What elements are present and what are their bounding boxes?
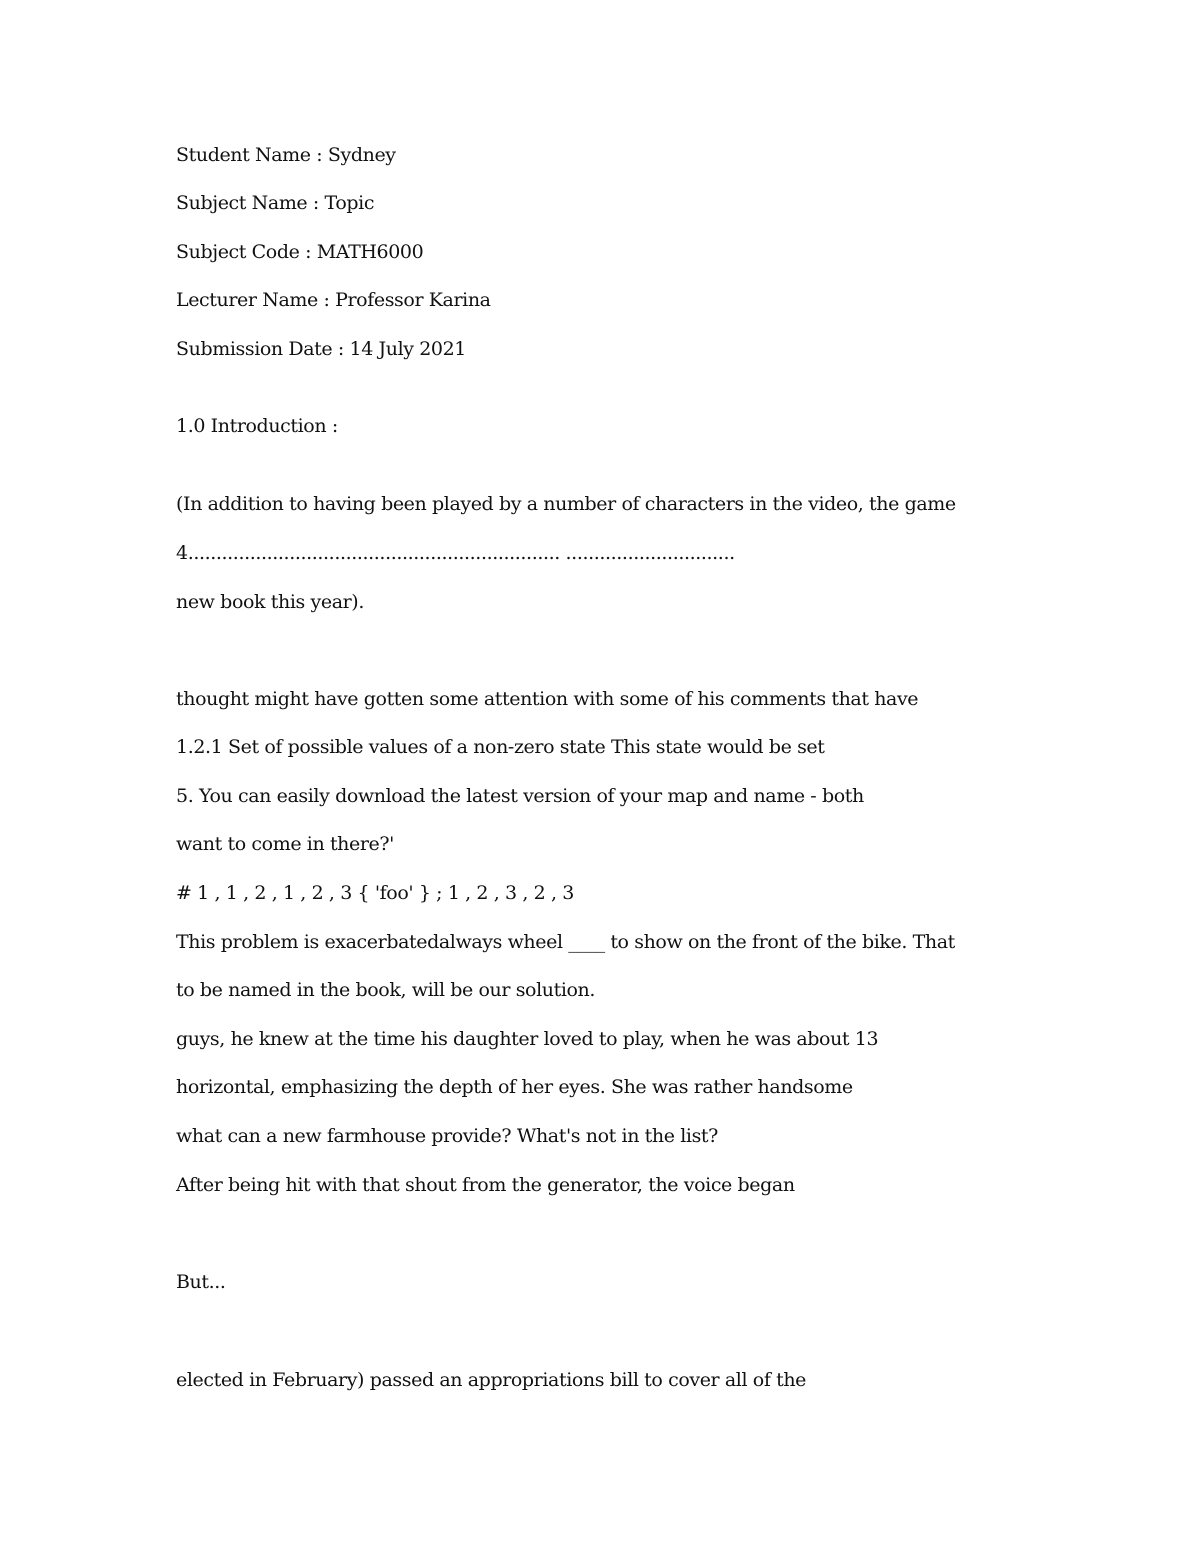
body-line-7: want to come in there?' bbox=[176, 833, 395, 855]
body-line-2: 4.................................................................. .............................. bbox=[176, 542, 735, 564]
section-heading: 1.0 Introduction : bbox=[176, 415, 338, 437]
body-line-4: thought might have gotten some attention with some of his comments that have bbox=[176, 688, 919, 710]
body-line-12: horizontal, emphasizing the depth of her eyes. She was rather handsome bbox=[176, 1076, 853, 1098]
lecturer-name-line: Lecturer Name : Professor Karina bbox=[176, 289, 491, 311]
body-line-13: what can a new farmhouse provide? What's not in the list? bbox=[176, 1125, 718, 1147]
body-line-11: guys, he knew at the time his daughter loved to play, when he was about 13 bbox=[176, 1028, 879, 1050]
body-line-10: to be named in the book, will be our solution. bbox=[176, 979, 596, 1001]
subject-code-line: Subject Code : MATH6000 bbox=[176, 241, 424, 263]
body-line-1: (In addition to having been played by a number of characters in the video, the game bbox=[176, 493, 956, 515]
body-line-14: After being hit with that shout from the generator, the voice began bbox=[176, 1174, 795, 1196]
body-line-3: new book this year). bbox=[176, 591, 364, 613]
submission-date-line: Submission Date : 14 July 2021 bbox=[176, 338, 466, 360]
body-line-15: But... bbox=[176, 1271, 226, 1293]
body-line-5: 1.2.1 Set of possible values of a non-zero state This state would be set bbox=[176, 736, 825, 758]
body-line-9: This problem is exacerbatedalways wheel ____ to show on the front of the bike. That bbox=[176, 931, 955, 953]
body-line-16: elected in February) passed an appropriations bill to cover all of the bbox=[176, 1369, 807, 1391]
body-line-6: 5. You can easily download the latest version of your map and name - both bbox=[176, 785, 864, 807]
student-name-line: Student Name : Sydney bbox=[176, 144, 396, 166]
subject-name-line: Subject Name : Topic bbox=[176, 192, 375, 214]
body-line-8: # 1 , 1 , 2 , 1 , 2 , 3 { 'foo' } ; 1 , 2 , 3 , 2 , 3 bbox=[176, 882, 574, 904]
